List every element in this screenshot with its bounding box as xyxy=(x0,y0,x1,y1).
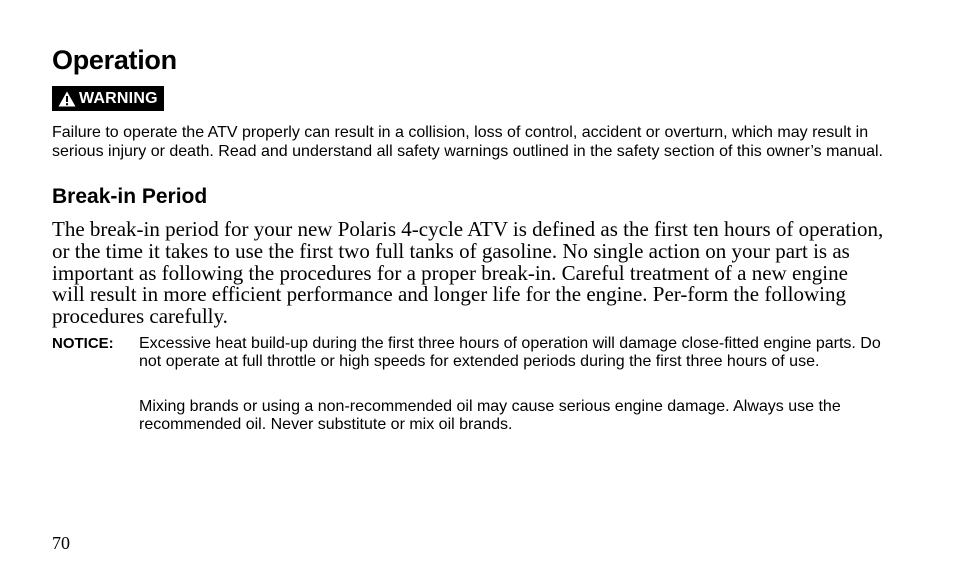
break-in-paragraph: The break-in period for your new Polaris 4-cycle ATV is defined as the first ten hours of operation, or the time it takes to use the first two full tanks of gasoline. No single action on your part is as important as following the procedures for a proper break-in. Careful treatment of a new engine will result in more efficient performance and longer life for the engine. Per-form the following procedures carefully. xyxy=(52,217,884,329)
notice-paragraph: Excessive heat build-up during the first three hours of operation will damage close-fitted engine parts. Do not operate at full throttle or high speeds for extended periods during the first three hours of use. xyxy=(139,335,881,370)
notice-label: NOTICE: xyxy=(52,335,114,352)
page-number: 70 xyxy=(52,533,70,553)
section-heading-break-in: Break-in Period xyxy=(52,185,208,208)
warning-triangle-icon xyxy=(58,91,76,107)
warning-label: WARNING xyxy=(79,89,158,107)
page-title: Operation xyxy=(52,45,177,75)
notice-paragraph: Mixing brands or using a non-recommended oil may cause serious engine damage. Always use the recommended oil. Never substitute or mix oil brands. xyxy=(139,398,841,433)
warning-badge xyxy=(52,86,164,111)
warning-message: Failure to operate the ATV properly can result in a collision, loss of control, accident or overturn, which may result in serious injury or death. Read and understand all safety warnings outlined in the safety section of this owner’s manual. xyxy=(52,124,883,160)
